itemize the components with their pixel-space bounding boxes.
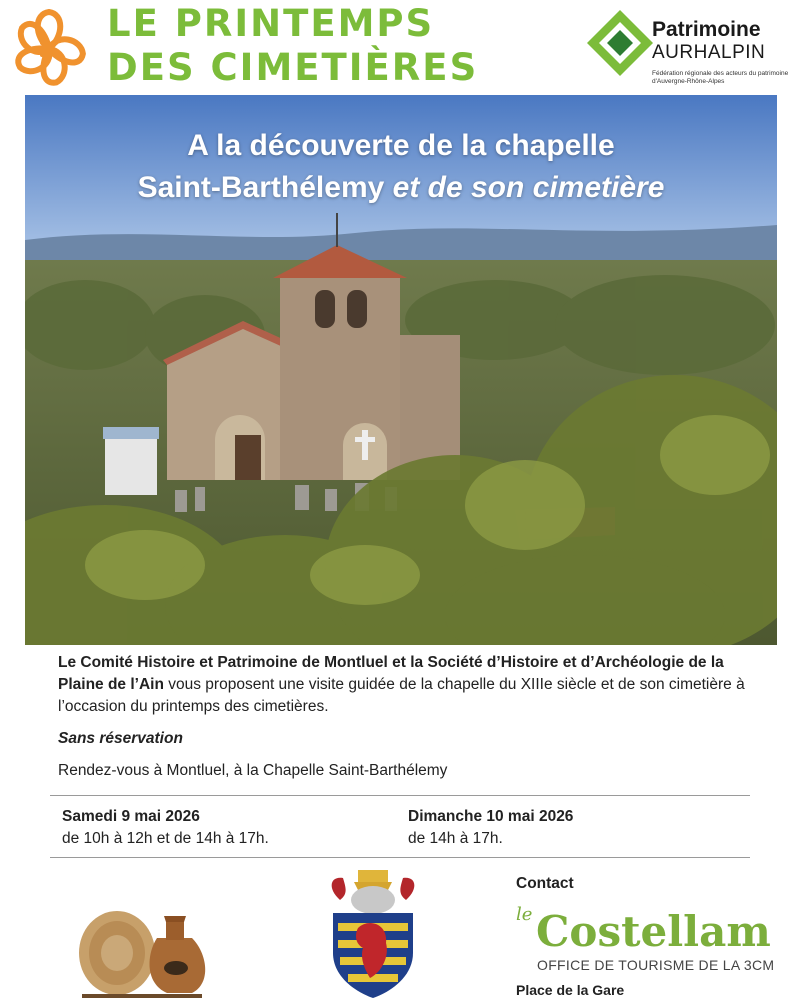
event-title-line2: DES CIMETIÈRES xyxy=(107,46,479,89)
date-sunday xyxy=(408,806,738,850)
hero-title-line1: A la découverte de la chapelle xyxy=(187,129,615,162)
hero-title xyxy=(25,125,777,209)
diamond-logo-icon xyxy=(585,8,655,78)
divider-top xyxy=(50,795,750,796)
intro-text: vous proposent une visite guidée de la chapelle du XIIIe siècle et de son cimetière à l’occasion du printemps des cimetières. xyxy=(58,676,745,715)
hero-title-line2 xyxy=(25,167,777,209)
date-day: Samedi 9 mai 2026 xyxy=(62,808,200,825)
pottery-image-icon xyxy=(72,898,212,998)
flower-logo-icon xyxy=(4,6,94,92)
partner-name: Patrimoine xyxy=(652,18,761,41)
patrimoine-aurhalpin-logo xyxy=(585,4,795,90)
hero-title-line2-plain: Saint-Barthélemy xyxy=(137,171,393,204)
reservation-note: Sans réservation xyxy=(58,730,183,747)
meeting-point: Rendez-vous à Montluel, à la Chapelle Saint-Barthélemy xyxy=(58,762,448,779)
hero-photo xyxy=(25,95,777,645)
address: Place de la Gare xyxy=(516,982,625,998)
costellam-logo xyxy=(512,898,782,960)
event-title-line1: LE PRINTEMPS xyxy=(107,2,435,45)
contact-label: Contact xyxy=(516,875,574,892)
organizers-text: Le Comité Histoire et Patrimoine de Montluel et la Société d’Histoire et d’Archéologie de la Plaine de l’Ain xyxy=(58,654,724,693)
office-label: OFFICE DE TOURISME DE LA 3CM xyxy=(537,957,775,973)
date-saturday xyxy=(62,806,392,850)
date-hours: de 10h à 12h et de 14h à 17h. xyxy=(62,830,269,847)
date-day: Dimanche 10 mai 2026 xyxy=(408,808,574,825)
partner-sub: AURHALPIN xyxy=(652,42,766,63)
coat-of-arms-icon xyxy=(318,868,428,1000)
logo-prefix: le xyxy=(516,904,533,925)
partner-tagline: Fédération régionale des acteurs du patrimoine d'Auvergne-Rhône-Alpes xyxy=(652,70,789,85)
date-hours: de 14h à 17h. xyxy=(408,830,503,847)
costellam-logo-icon xyxy=(512,898,782,960)
hero-title-line2-italic: et de son cimetière xyxy=(392,171,665,204)
event-title xyxy=(107,2,567,90)
header xyxy=(0,0,800,95)
intro-paragraph xyxy=(58,652,758,718)
logo-word: Costellam xyxy=(536,907,771,956)
divider-bottom xyxy=(50,857,750,858)
